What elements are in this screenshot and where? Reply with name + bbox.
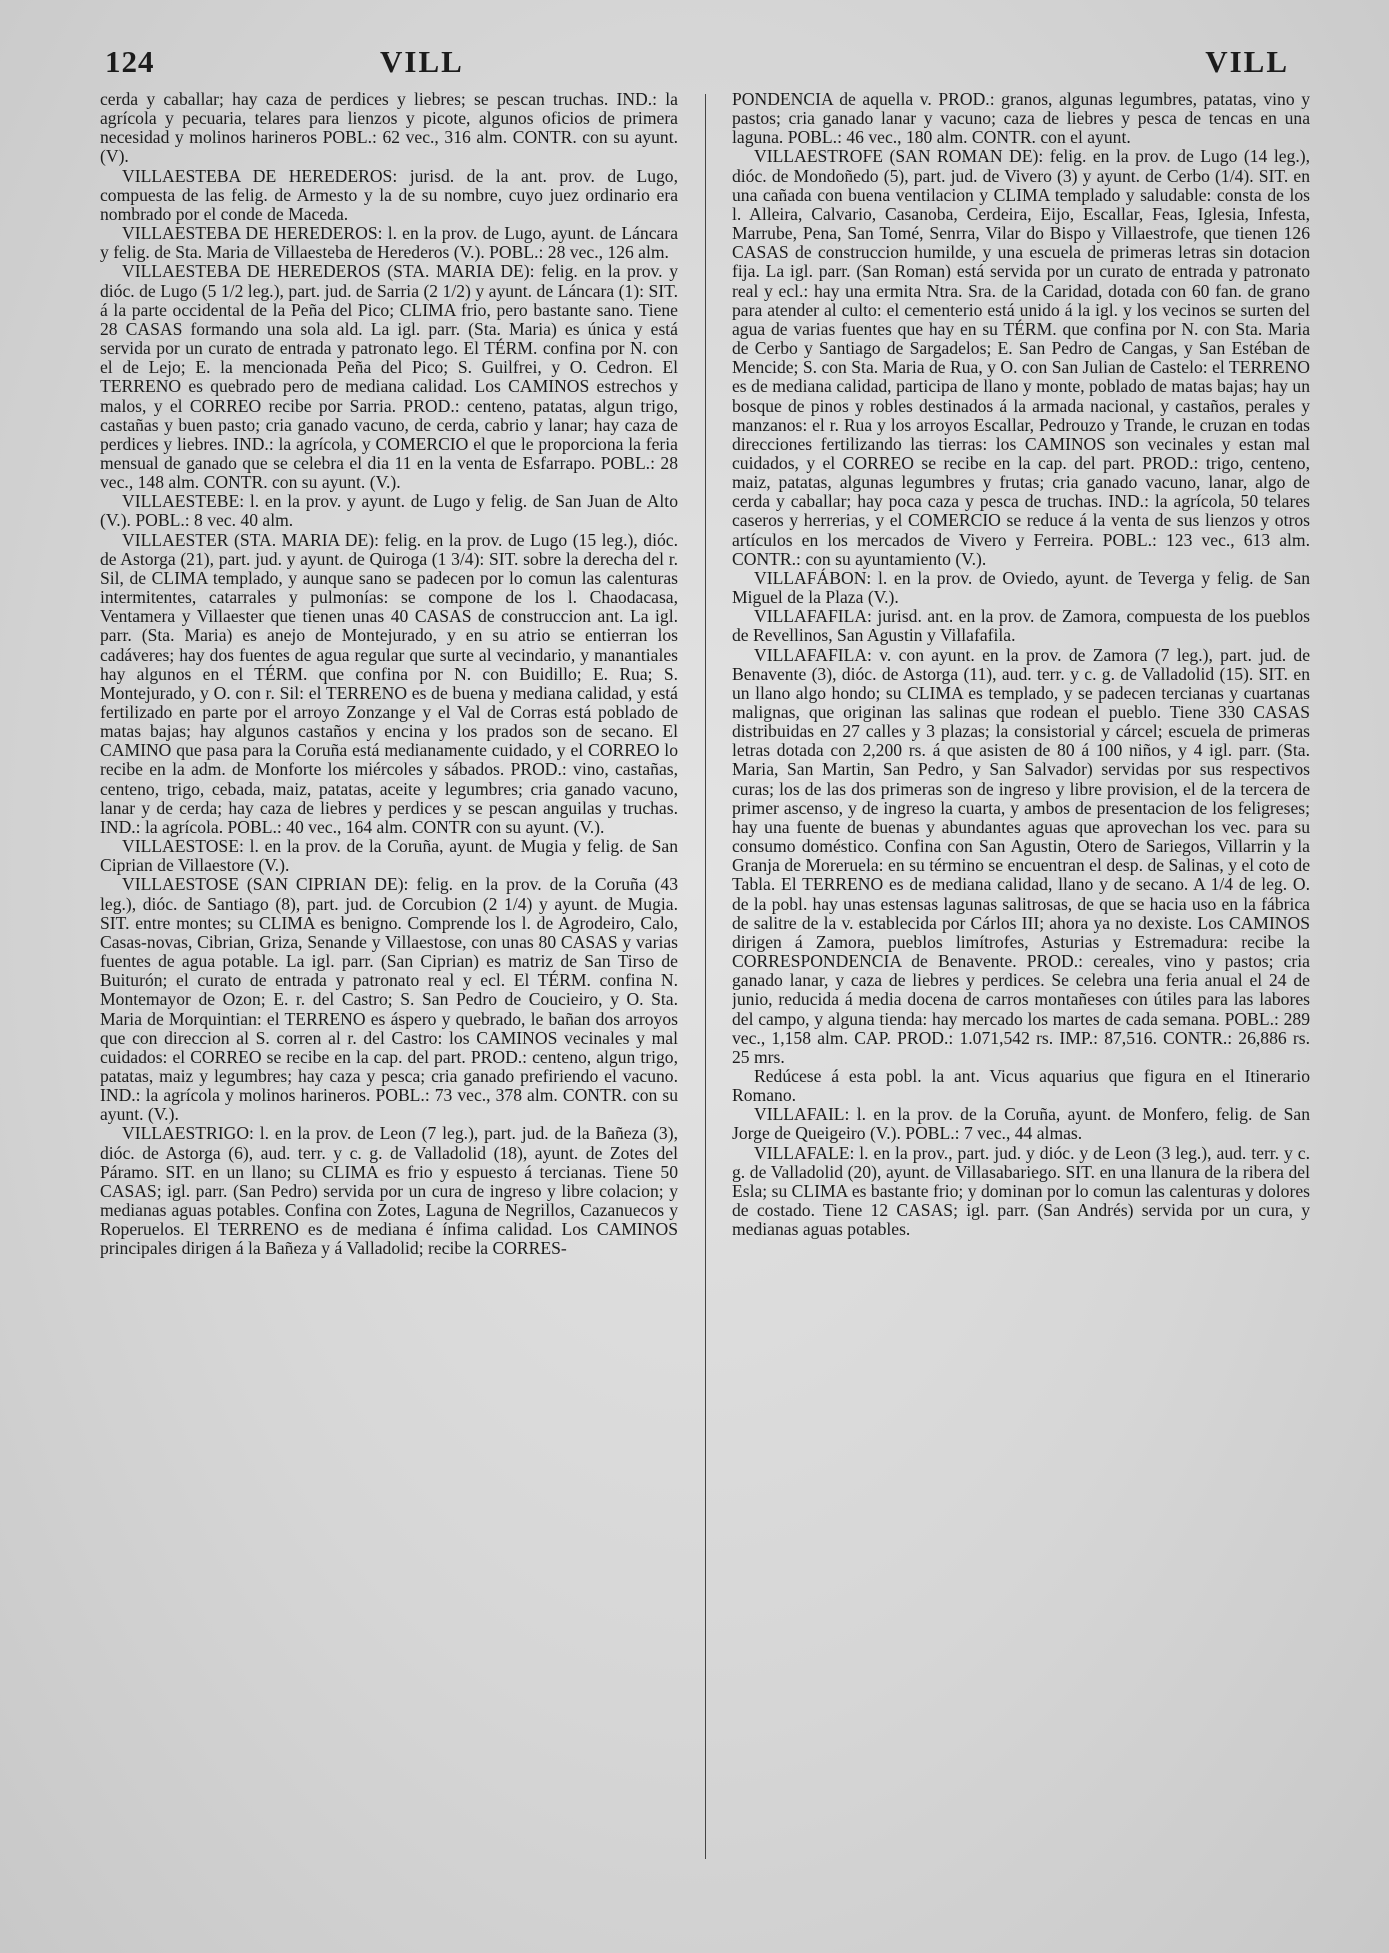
dictionary-entry: Redúcese á esta pobl. la ant. Vicus aquarius que figura en el Itinerario Romano.	[732, 1065, 1310, 1106]
dictionary-entry: VILLAFAFILA: v. con ayunt. en la prov. de Zamora (7 leg.), part. jud. de Benavente (3), dióc. de Astorga (11), aud. terr. y c. g. de Valladolid (15). SIT. en un llano algo hondo; su CLIMA es templado, y se padecen tercianas y cuartanas malignas, que originan las salinas que rodean el pueblo. Tiene 330 CASAS distribuidas en 27 calles y 3 plazas; la consistorial y cárcel; escuela de primeras letras dotada con 2,200 rs. á que asisten de 80 á 100 niños, y 4 igl. parr. (Sta. Maria, San Martin, San Pedro, y San Salvador) servidas por sus respectivos curas; los de las dos primeras son de ingreso y libre provision, el de la tercera de primer ascenso, y de ingreso la cuarta, y ambos de presentacion de los feligreses; hay una fuente de buenas y abundantes aguas que aprovechan los vec. para su consumo doméstico. Confina con San Agustin, Otero de Sariegos, Villarrin y la Granja de Moreruela: en su término se encuentran el desp. de Salinas, y el coto de Tabla. El TERRENO es de mediana calidad, llano y de secano. A 1/4 de leg. O. de la pobl. hay unas estensas lagunas salitrosas, de que se hacia uso en la fábrica de salitre de la v. establecida por Cárlos III; ahora ya no dexiste. Los CAMINOS dirigen á Zamora, pueblos limítrofes, Asturias y Estremadura: recibe la CORRESPONDENCIA de Benavente. PROD.: cereales, vino y pastos; cria ganado lanar, y caza de liebres y perdices. Se celebra una feria anual el 24 de junio, reducida á media docena de carros montañeses con útiles para las labores del campo, y alguna tienda: hay mercado los martes de cada semana. POBL.: 289 vec., 1,158 alm. CAP. PROD.: 1.071,542 rs. IMP.: 87,516. CONTR.: 26,886 rs. 25 mrs.	[732, 644, 1310, 1067]
dictionary-entry: VILLAESTER (STA. MARIA DE): felig. en la prov. de Lugo (15 leg.), dióc. de Astorga (21), part. jud. y ayunt. de Quiroga (1 3/4): SIT. sobre la derecha del r. Sil, de CLIMA templado, y aunque sano se padecen por lo comun las calenturas intermitentes, catarrales y pulmonías: se compone de los l. Chaodacasa, Ventamera y Villaester que tienen unas 40 CASAS de construccion ant. La igl. parr. (Sta. Maria) es anejo de Montejurado, y en su atrio se entierran los cadáveres; hay dos fuentes de agua regular que surte al vecindario, y manantiales hay algunos en el TÉRM. que confina por N. con Buidillo; E. Rua; S. Montejurado, y O. con r. Sil: el TERRENO es de buena y mediana calidad, y está fertilizado en parte por el arroyo Zonzange y el Val de Corras está poblado de matas bajas; hay algunos castaños y encina y los prados son de secano. El CAMINO que pasa para la Coruña está medianamente cuidado, y el CORREO lo recibe en la adm. de Monforte los miércoles y sábados. PROD.: vino, castañas, centeno, trigo, cebada, maiz, patatas, aceite y legumbres; cria ganado vacuno, lanar y de cerda; hay caza de liebres y perdices y se pescan anguilas y truchas. IND.: la agrícola. POBL.: 40 vec., 164 alm. CONTR con su ayunt. (V.).	[100, 529, 678, 837]
dictionary-entry: VILLAESTEBA DE HEREDEROS: l. en la prov. de Lugo, ayunt. de Láncara y felig. de Sta. Maria de Villaesteba de Herederos (V.). POBL.: 28 vec., 126 alm.	[100, 223, 678, 263]
right-column	[732, 90, 1310, 1860]
dictionary-entry: VILLAESTRIGO: l. en la prov. de Leon (7 leg.), part. jud. de la Bañeza (3), dióc. de Astorga (6), aud. terr. y c. g. de Valladolid (18), ayunt. de Zotes del Páramo. SIT. en un llano; su CLIMA es frio y espuesto á tercianas. Tiene 50 CASAS; igl. parr. (San Pedro) servida por un cura de ingreso y libre colacion; y medianas aguas potables. Confina con Zotes, Laguna de Negrillos, Cazanuecos y Roperuelos. El TERRENO es de mediana é ínfima calidad. Los CAMINOS principales dirigen á la Bañeza y á Valladolid; recibe la CORRES-	[100, 1123, 678, 1259]
column-divider	[705, 94, 706, 1859]
dictionary-entry: VILLAESTEBE: l. en la prov. y ayunt. de Lugo y felig. de San Juan de Alto (V.). POBL.: 8 vec. 40 alm.	[100, 491, 678, 531]
left-column	[100, 90, 678, 1860]
dictionary-entry: VILLAFALE: l. en la prov., part. jud. y dióc. y de Leon (3 leg.), aud. terr. y c. g. de Valladolid (20), ayunt. de Villasabariego. SIT. en una llanura de la ribera del Esla; su CLIMA es bastante frio; y dominan por lo comun las calenturas y dolores de costado. Tiene 12 CASAS; igl. parr. (San Andrés) servida por un cura, y medianas aguas potables.	[732, 1142, 1310, 1240]
dictionary-entry: VILLAFÁBON: l. en la prov. de Oviedo, ayunt. de Teverga y felig. de San Miguel de la Plaza (V.).	[732, 567, 1310, 608]
dictionary-entry: VILLAESTEBA DE HEREDEROS: jurisd. de la ant. prov. de Lugo, compuesta de las felig. de Armesto y la de su nombre, cuyo juez ordinario era nombrado por el conde de Maceda.	[100, 165, 678, 224]
dictionary-entry: cerda y caballar; hay caza de perdices y liebres; se pescan truchas. IND.: la agrícola y pecuaria, telares para lienzos y picote, algunos oficios de primera necesidad y molinos harineros POBL.: 62 vec., 316 alm. CONTR. con su ayunt. (V).	[100, 90, 678, 167]
dictionary-entry: VILLAFAIL: l. en la prov. de la Coruña, ayunt. de Monfero, felig. de San Jorge de Queigeiro (V.). POBL.: 7 vec., 44 almas.	[732, 1104, 1310, 1144]
dictionary-entry: VILLAFAFILA: jurisd. ant. en la prov. de Zamora, compuesta de los pueblos de Revellinos, San Agustin y Villafafila.	[732, 606, 1310, 646]
dictionary-entry: PONDENCIA de aquella v. PROD.: granos, algunas legumbres, patatas, vino y pastos; cria ganado lanar y vacuno; caza de liebres y pesca de tencas en una laguna. POBL.: 46 vec., 180 alm. CONTR. con el ayunt.	[732, 90, 1310, 148]
dictionary-entry: VILLAESTOSE (SAN CIPRIAN DE): felig. en la prov. de la Coruña (43 leg.), dióc. de Santiago (8), part. jud. de Corcubion (2 1/4) y ayunt. de Mugia. SIT. entre montes; su CLIMA es benigno. Comprende los l. de Agrodeiro, Calo, Casas-novas, Cibrian, Griza, Senande y Villaestose, con unas 80 CASAS y varias fuentes de agua potable. La igl. parr. (San Ciprian) es matriz de San Tirso de Buiturón; el curato de entrada y patronato real y ecl. El TÉRM. confina N. Montemayor de Ozon; E. r. del Castro; S. San Pedro de Coucieiro, y O. Sta. Maria de Morquintian: el TERRENO es áspero y quebrado, le bañan dos arroyos que con direccion al S. corren al r. del Castro: los CAMINOS vecinales y mal cuidados: el CORREO se recibe en la cap. del part. PROD.: centeno, algun trigo, patatas, maiz y legumbres; hay caza y pesca; cria ganado prefiriendo el vacuno. IND.: la agrícola y molinos harineros. POBL.: 73 vec., 378 alm. CONTR. con su ayunt. (V.).	[100, 874, 678, 1125]
page-header	[105, 44, 1289, 92]
page-number: 124	[105, 44, 155, 79]
text-columns	[100, 90, 1310, 1860]
dictionary-entry: VILLAESTROFE (SAN ROMAN DE): felig. en la prov. de Lugo (14 leg.), dióc. de Mondoñedo (5), part. jud. de Vivero (3) y ayunt. de Cerbo (1/4). SIT. en una cañada con buena ventilacion y CLIMA templado y saludable: consta de los l. Alleira, Calvario, Casanoba, Cerdeira, Eijo, Escallar, Feas, Iglesia, Infesta, Marrube, Pena, San Tomé, Senrra, Vilar do Bispo y Villaestrofe, que tienen 126 CASAS de construccion humilde, y una escuela de primeras letras sin dotacion fija. La igl. parr. (San Roman) está servida por un curato de entrada y patronato real y ecl.: hay una ermita Ntra. Sra. de la Caridad, dotada con 60 fan. de grano para atender al culto: el cementerio está unido á la igl. y los vecinos se surten del agua de varias fuentes que hay en su TÉRM. que confina por N. con Sta. Maria de Cerbo y Santiago de Sargadelos; E. San Pedro de Cangas, y San Estéban de Mencide; S. con Sta. Maria de Rua, y O. con San Julian de Castelo: el TERRENO es de mediana calidad, participa de llano y monte, poblado de matas bajas; hay un bosque de pinos y robles destinados á la armada nacional, y castaños, perales y manzanos: el r. Rua y los arroyos Escallar, Pedrouzo y Trande, le cruzan en todas direcciones fertilizando las tierras: los CAMINOS son vecinales y estan mal cuidados, y el CORREO se recibe en la cap. del part. PROD.: trigo, centeno, maiz, patatas, algunas legumbres y frutas; cria ganado vacuno, lanar, algo de cerda y caballar; hay poca caza y pesca de truchas. IND.: la agrícola, 50 telares caseros y herrerias, y el COMERCIO se reduce á la venta de sus lienzos y otros artículos en los mercados de Vivero y Ferreira. POBL.: 123 vec., 613 alm. CONTR.: con su ayuntamiento (V.).	[732, 146, 1310, 569]
running-head-left: VILL	[380, 44, 464, 79]
running-head-right: VILL	[1205, 44, 1289, 79]
dictionary-entry: VILLAESTEBA DE HEREDEROS (STA. MARIA DE): felig. en la prov. y dióc. de Lugo (5 1/2 leg.), part. jud. de Sarria (2 1/2) y ayunt. de Láncara (1): SIT. á la parte occidental de la Peña del Pico; CLIMA frio, pero bastante sano. Tiene 28 CASAS formando una sola ald. La igl. parr. (Sta. Maria) es única y está servida por un curato de entrada y patronato lego. El TÉRM. confina por N. con el de Lejo; E. la mencionada Peña del Pico; S. Guilfrei, y O. Cedron. El TERRENO es quebrado pero de mediana calidad. Los CAMINOS estrechos y malos, y el CORREO recibe por Sarria. PROD.: centeno, patatas, algun trigo, castañas y buen pasto; cria ganado vacuno, de cerda, cabrio y lanar; hay caza de perdices y liebres. IND.: la agrícola, y COMERCIO el que le proporciona la feria mensual de ganado que se celebra el dia 11 en la venta de Esfarrapo. POBL.: 28 vec., 148 alm. CONTR. con su ayunt. (V.).	[100, 261, 678, 493]
dictionary-entry: VILLAESTOSE: l. en la prov. de la Coruña, ayunt. de Mugia y felig. de San Ciprian de Villaestore (V.).	[100, 836, 678, 876]
